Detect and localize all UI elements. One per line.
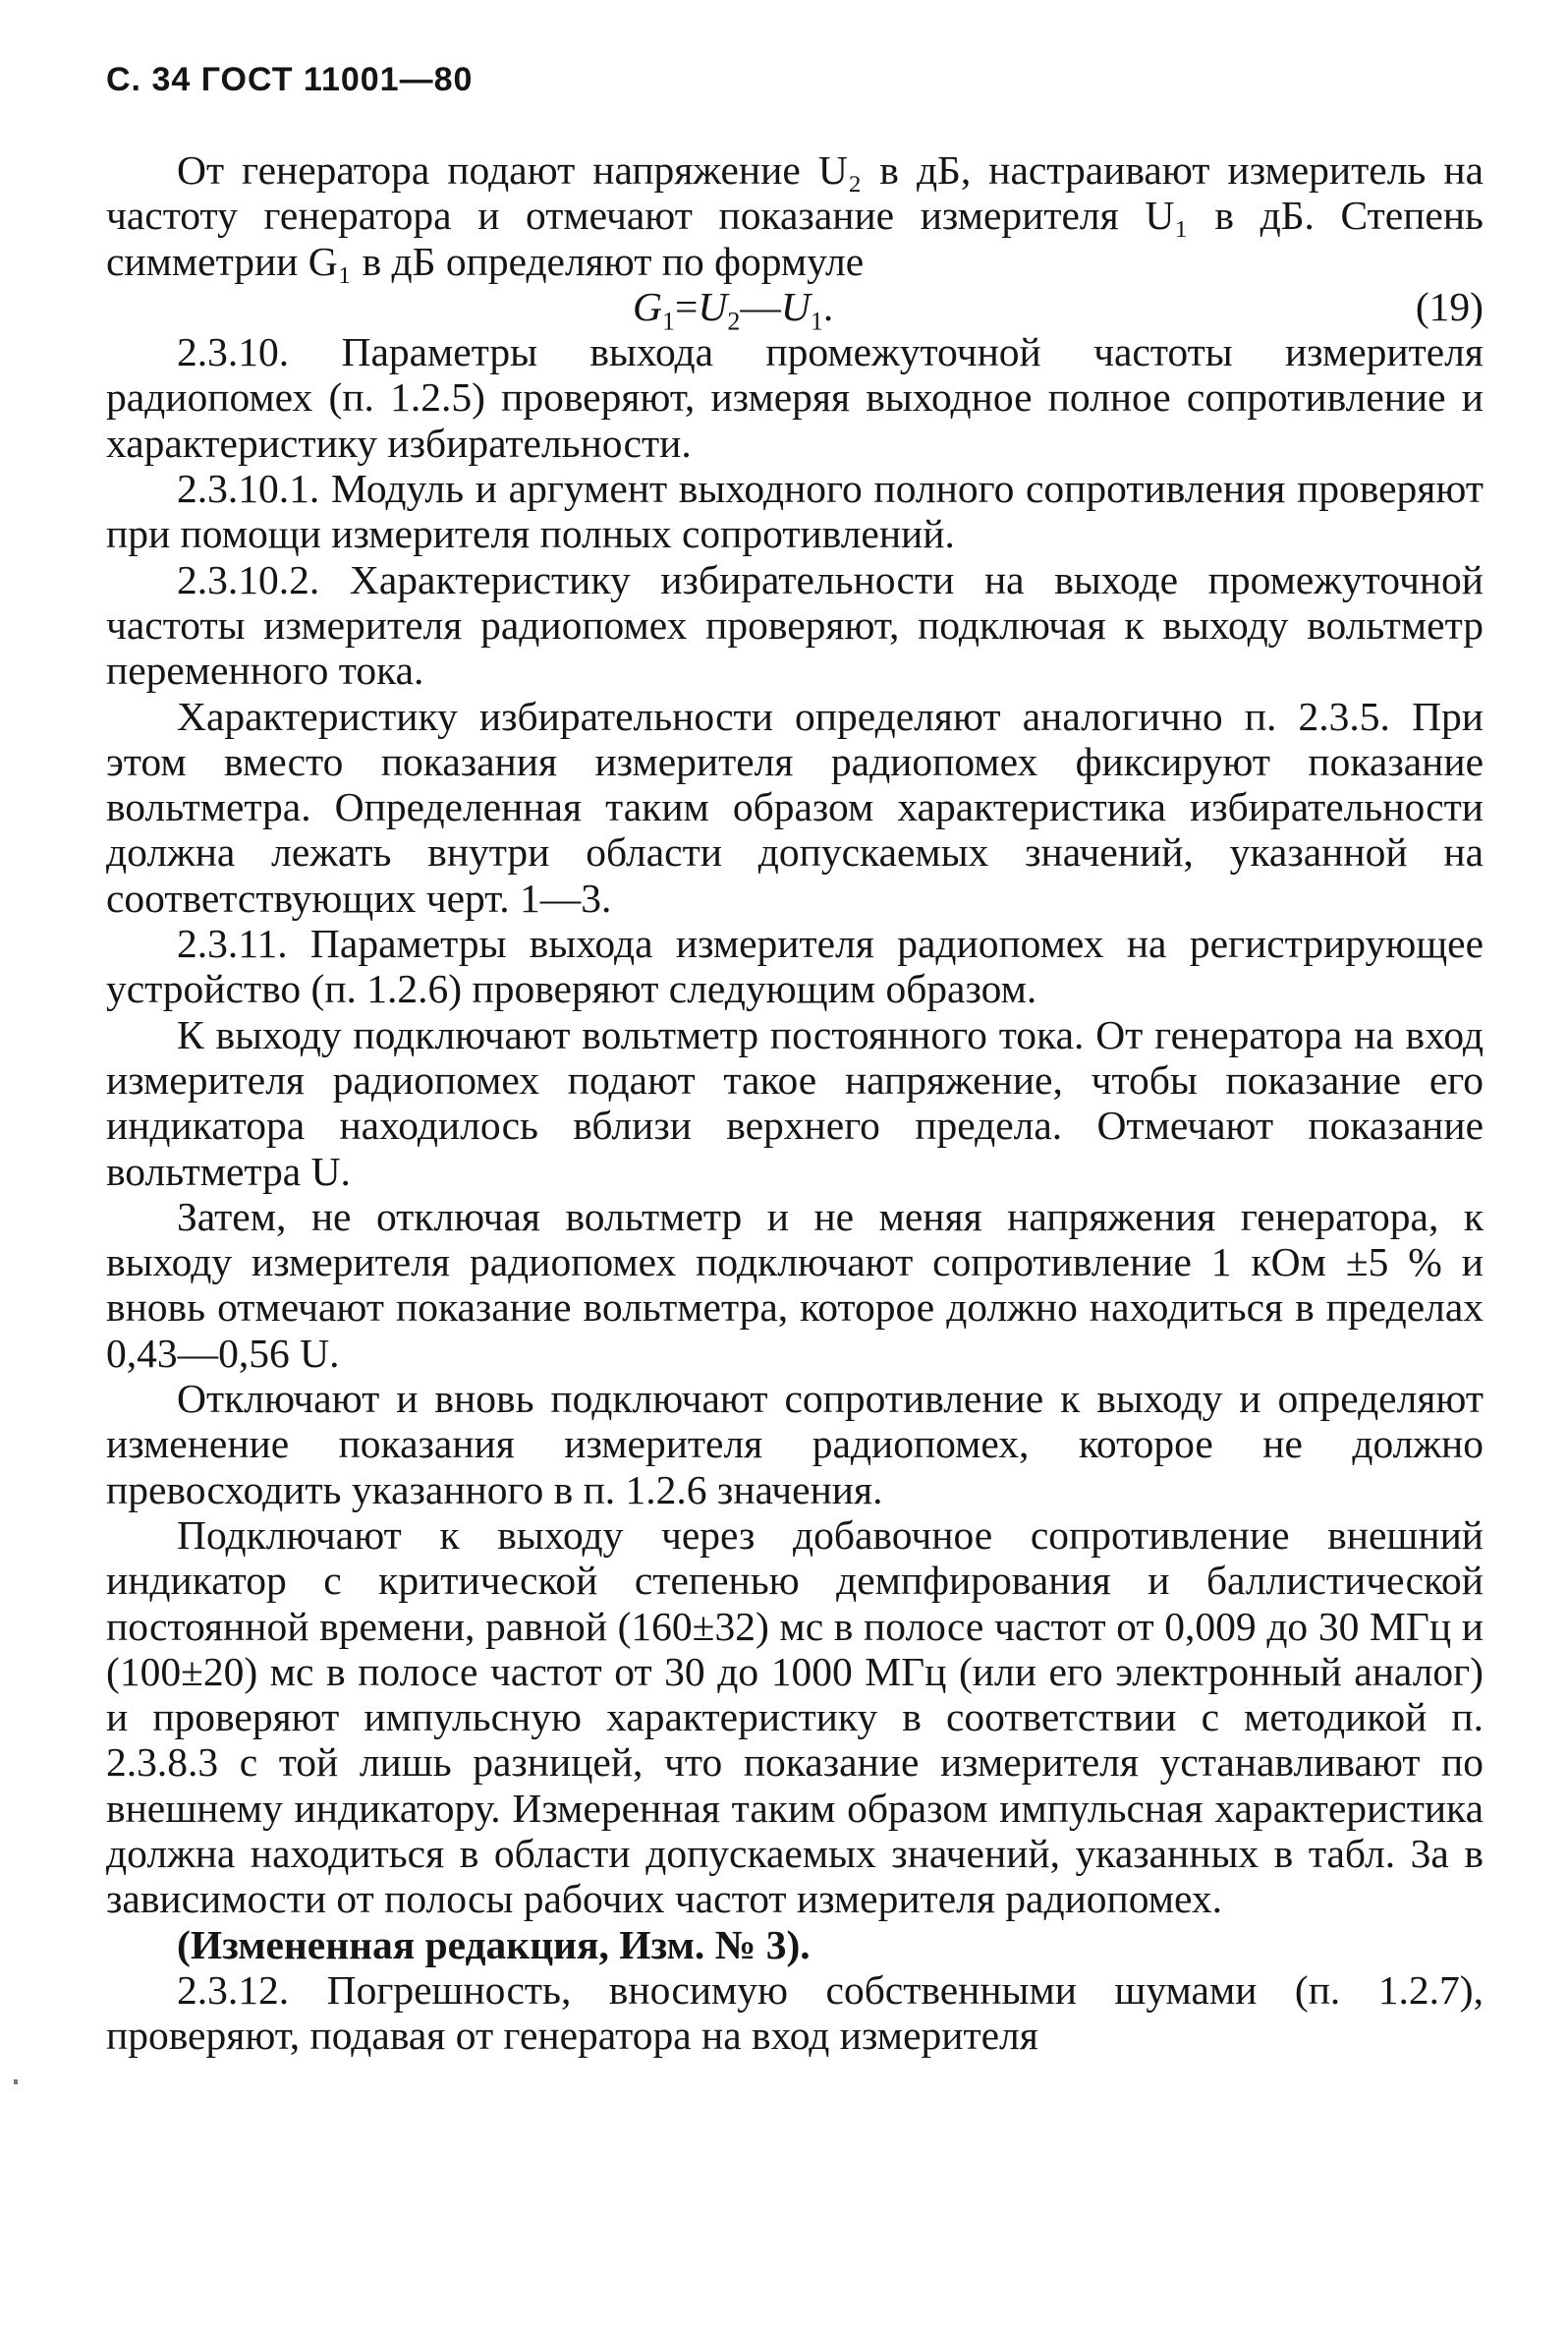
formula-u2: U xyxy=(698,283,728,329)
document-body xyxy=(106,147,1484,2058)
formula-number: (19) xyxy=(1415,283,1484,329)
paragraph-2-3-11: 2.3.11. Параметры выхода измерителя радиопомех на регистрирующее устройство (п. 1.2.6) проверяют следующим образом. xyxy=(106,921,1484,1012)
paragraph-reconnect: Отключают и вновь подключают сопротивление к выходу и определяют изменение показания измерителя радиопомех, которое не должно превосходить указанного в п. 1.2.6 значения. xyxy=(106,1376,1484,1512)
formula-u2-sub: 2 xyxy=(727,307,741,336)
formula-u1-sub: 1 xyxy=(810,307,823,336)
formula-line xyxy=(106,283,1484,336)
formula-g: G xyxy=(633,283,662,329)
formula-u1: U xyxy=(780,283,811,329)
paragraph-external-indicator: Подключают к выходу через добавочное сопротивление внешний индикатор с критической степенью демпфирования и баллистической постоянной времени, равной (160±32) мс в полосе частот от 0,009 до 30 МГц и (100±20) мс в полосе частот от 30 до 1000 МГц (или его электронный аналог) и проверяют импульсную характеристику в соответствии с методикой п. 2.3.8.3 с той лишь разницей, что показание измерителя устанавливают по внешнему индикатору. Измеренная таким образом импульсная характеристика должна находиться в области допускаемых значений, указанных в табл. 3а в зависимости от полосы рабочих частот измерителя радиопомех. xyxy=(106,1511,1484,1922)
paragraph-resistance-check: Затем, не отключая вольтметр и не меняя напряжения генератора, к выходу измерителя радиопомех подключают сопротивление 1 кОм ±5 % и вновь отмечают показание вольтметра, которое должно находиться в пределах 0,43—0,56 U. xyxy=(106,1193,1484,1376)
paragraph-generator-voltage: От генератора подают напряжение U₂ в дБ, настраивают измеритель на частоту генератора и отмечают показание измерителя U₁ в дБ. Степень симметрии G₁ в дБ определяют по формуле xyxy=(106,147,1484,284)
paragraph-2-3-10-1: 2.3.10.1. Модуль и аргумент выходного полного сопротивления проверяют при помощи измерителя полных сопротивлений. xyxy=(106,466,1484,557)
symmetry-formula xyxy=(633,283,834,336)
formula-g-sub: 1 xyxy=(661,307,675,336)
paragraph-dc-voltmeter: К выходу подключают вольтметр постоянного тока. От генератора на вход измерителя радиопомех подают такое напряжение, чтобы показание его индикатора находилось вблизи верхнего предела. Отмечают показание вольтметра U. xyxy=(106,1011,1484,1194)
paragraph-2-3-10-2: 2.3.10.2. Характеристику избирательности на выходе промежуточной частоты измерителя радиопомех проверяют, подключая к выходу вольтметр переменного тока. xyxy=(106,556,1484,694)
formula-equals: = xyxy=(674,283,699,329)
formula-minus: — xyxy=(740,283,781,329)
paragraph-2-3-10: 2.3.10. Параметры выхода промежуточной частоты измерителя радиопомех (п. 1.2.5) проверяют, измеряя выходное полное сопротивление и характеристику избирательности. xyxy=(106,329,1484,466)
formula-end: . xyxy=(822,283,834,329)
paragraph-2-3-12: 2.3.12. Погрешность, вносимую собственными шумами (п. 1.2.7), проверяют, подавая от генератора на вход измерителя xyxy=(106,1966,1484,2059)
running-head: С. 34 ГОСТ 11001—80 xyxy=(106,61,474,98)
scan-speck xyxy=(14,2079,18,2084)
amendment-note: (Измененная редакция, Изм. № 3). xyxy=(177,1921,811,1967)
paragraph-selectivity: Характеристику избирательности определяют аналогично п. 2.3.5. При этом вместо показания измерителя радиопомех фиксируют показание вольтметра. Определенная таким образом характеристика избирательности должна лежать внутри области допускаемых значений, указанной на соответствующих черт. 1—3. xyxy=(106,693,1484,921)
